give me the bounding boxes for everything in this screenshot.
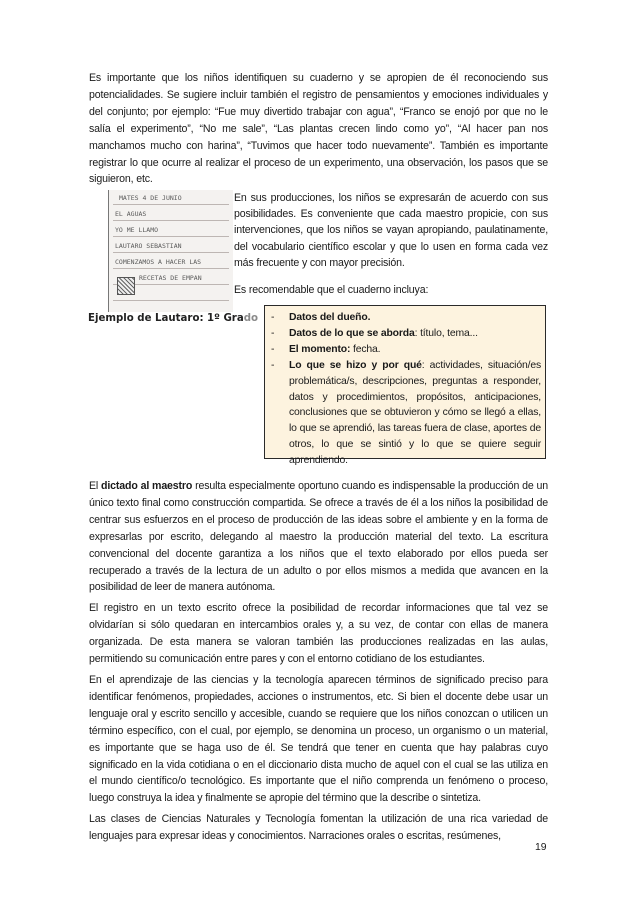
- scribble-4: LAUTARO SEBASTIAN: [115, 242, 182, 250]
- list-item-bold: El momento:: [289, 343, 351, 355]
- notebook-contents-box: [264, 305, 546, 467]
- body-paragraphs: [89, 478, 548, 849]
- paragraph-1: Es importante que los niños identifiquen su cuaderno y se apropien de él reconociendo sus potencialidades. Se sugiere incluir también el registro de pensamientos y emociones individuales y del conjunto; por ejemplo: “Fue muy divertido trabajar con agua”, “Franco se enojó por que no le salía el experimento”, “No me sale”, “Las plantas crecen lindo como yo”, “Al hacer pan nos manchamos mucho con harina”, “Tuvimos que hacer todo nuevamente”. También es importante registrar lo que ocurre al realizar el proceso de un experimento, una observación, los pasos que se siguieron, etc.: [89, 72, 548, 186]
- list-item-bold: Lo que se hizo y por qué: [289, 359, 422, 371]
- list-item: [289, 358, 541, 469]
- drawing-box: [117, 277, 135, 295]
- list-item-text: fecha.: [350, 343, 381, 355]
- list-item: [289, 342, 541, 358]
- scribble-5: COMENZAMOS A HACER LAS: [115, 258, 202, 266]
- list-item-bold: Datos del dueño.: [289, 312, 371, 323]
- page-number: 19: [535, 842, 547, 853]
- list-item: [289, 326, 541, 342]
- intro-paragraph: [89, 70, 548, 192]
- caption-main: Ejemplo de Lautaro: 1º Gra: [88, 313, 244, 324]
- notebook-photo: [108, 190, 233, 312]
- caption-faded: do: [243, 313, 258, 324]
- paragraph-4-post: resulta especialmente oportuno cuando es indispensable la producción de un único texto final como construcción compartida. Se ofrece a través de él a los niños la posibilidad de centrar sus esfuerzos en el proceso de producción de las ideas sobre el ambiente y en la forma de expresarlas por escrito, delegando al maestro la producción material del texto. La escritura convencional del docente garantiza a los niños que el texto elaborado por ellos pueda ser recuperado a través de la lectura de un adulto o por ellos mismos a medida que avancen en la posibilidad de leer de manera autónoma.: [89, 480, 548, 594]
- scribble-1: MATES 4 DE JUNIO: [119, 194, 182, 202]
- paragraph-5: El registro en un texto escrito ofrece la posibilidad de recordar informaciones que tal vez se olvidarían si sólo quedaran en intercambios orales y, a su vez, de contar con ellas de manera organizada. De esta manera se valoran también las producciones realizadas en las aulas, permitiendo su comunicación entre pares y con el entorno cotidiano de los estudiantes.: [89, 602, 548, 666]
- paragraph-4-pre: El: [89, 480, 102, 492]
- paragraph-7: Las clases de Ciencias Naturales y Tecnología fomentan la utilización de una rica variedad de lenguajes para expresar ideas y conocimientos. Narraciones orales o escritas, resúmenes,: [89, 813, 548, 843]
- list-item-text: : actividades, situación/es problemática/s, descripciones, preguntas a responder, datos y procedimientos, propósitos, anticipaciones, conclusiones que se obtuvieron y cómo se llegó a ellas, lo que se aprendió, las tareas fuera de clase, aportes de otros, lo que se sintió y lo que se quiere seguir aprendiendo.: [289, 359, 541, 467]
- list-item-text: : título, tema...: [414, 327, 478, 339]
- paragraph-6: En el aprendizaje de las ciencias y la tecnología aparecen términos de significado preciso para identificar fenómenos, propiedades, acciones o instrumentos, etc. Si bien el docente debe usar un lenguaje oral y escrito sencillo y accesible, cuando se requiere que los niños conozcan o utilicen un término específico, con el cual, por ejemplo, se denomina un proceso, un organismo o un material, es importante que se haga uso de él. Se tendrá que tener en cuenta que hay palabras cuyo significado en la vida cotidiana o en el diccionario dista mucho de aquel con el cual se las utiliza en el mundo científico/o tecnológico. Es importante que el niño comprenda un fenómeno o proceso, luego construya la idea y finalmente se apropie del término que la describe o sintetiza.: [89, 673, 548, 805]
- list-item-bold: Datos de lo que se aborda: [289, 327, 415, 339]
- paragraph-2: En sus producciones, los niños se expresarán de acuerdo con sus posibilidades. Es conveniente que cada maestro propicie, con sus intervenciones, que los niños se vayan apropiando, paulatinamente, del vocabulario científico escolar y que lo usen en forma cada vez más frecuente y con mayor precisión.: [234, 192, 548, 269]
- scribble-2: EL AGUAS: [115, 210, 147, 218]
- scribble-3: YO ME LLAMO: [115, 226, 159, 234]
- list-item: [289, 310, 541, 326]
- scribble-6: RECETAS DE EMPAN: [139, 274, 202, 282]
- paragraph-4-bold: dictado al maestro: [101, 480, 193, 492]
- paragraph-4: [89, 478, 548, 596]
- photo-caption: [88, 313, 258, 324]
- notebook-contents-list: [265, 306, 545, 469]
- paragraph-3: Es recomendable que el cuaderno incluya:: [234, 284, 429, 296]
